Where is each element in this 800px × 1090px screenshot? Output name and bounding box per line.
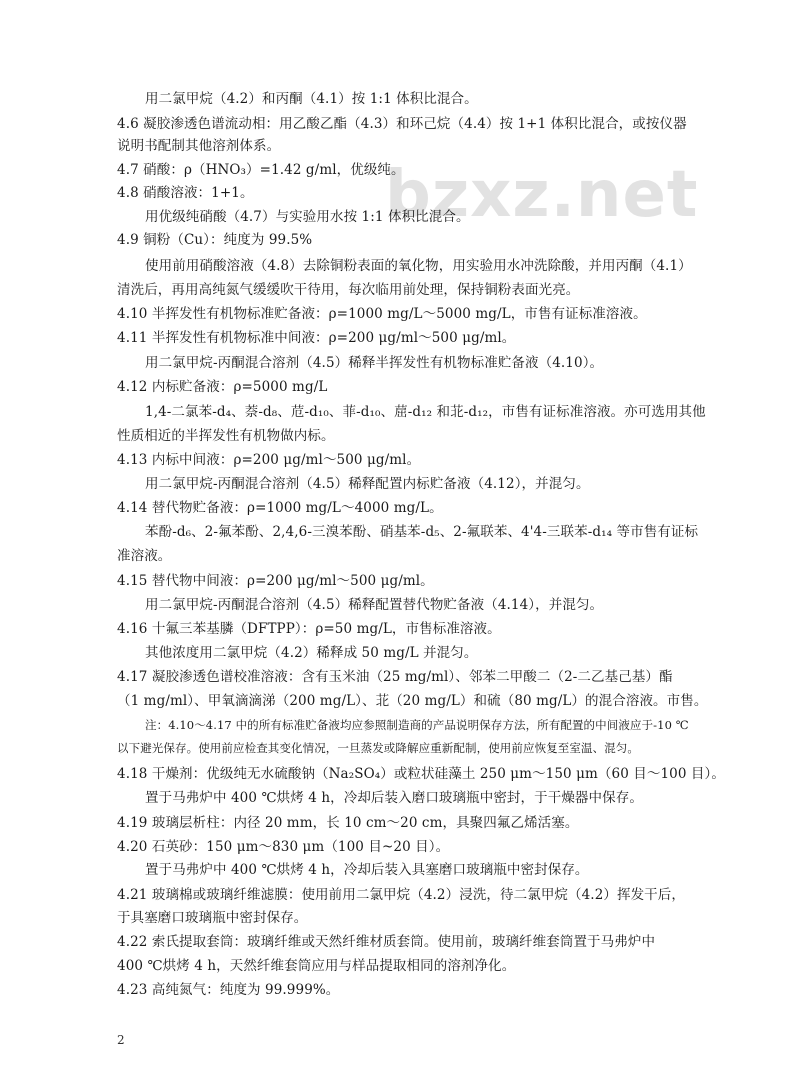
text-line: 4.16 十氟三苯基膦（DFTPP）：ρ=50 mg/L，市售标准溶液。 [117, 621, 501, 637]
text-line: 1,4-二氯苯-d₄、萘-d₈、苊-d₁₀、菲-d₁₀、䓛-d₁₂ 和苝-d₁₂，市售有证标准溶液。亦可选用其他 [145, 404, 706, 420]
text-line: 性质相近的半挥发性有机物做内标。 [117, 428, 335, 444]
text-line: 使用前用硝酸溶液（4.8）去除铜粉表面的氧化物，用实验用水冲洗除酸，并用丙酮（4.1） [145, 258, 692, 274]
text-line: 4.9 铜粉（Cu）：纯度为 99.5% [117, 232, 313, 248]
note-line: 以下避光保存。使用前应检查其变化情况，一旦蒸发或降解应重新配制，使用前应恢复至室温、混匀。 [117, 741, 639, 755]
text-line: 清洗后，再用高纯氮气缓缓吹干待用，每次临用前处理，保持铜粉表面光亮。 [117, 282, 580, 298]
text-line: 400 ℃烘烤 4 h，天然纤维套筒应用与样品提取相同的溶剂净化。 [117, 958, 516, 974]
text-line: 用二氯甲烷-丙酮混合溶剂（4.5）稀释配置内标贮备液（4.12），并混匀。 [145, 476, 590, 492]
text-line: 4.21 玻璃棉或玻璃纤维滤膜：使用前用二氯甲烷（4.2）浸洗，待二氯甲烷（4.2）挥发干后， [117, 887, 685, 903]
text-line: 于具塞磨口玻璃瓶中密封保存。 [117, 910, 308, 926]
text-line: 说明书配制其他溶剂体系。 [117, 138, 281, 154]
text-line: 其他浓度用二氯甲烷（4.2）稀释成 50 mg/L 并混匀。 [145, 645, 478, 661]
text-line: 4.13 内标中间液：ρ=200 μg/ml～500 μg/ml。 [117, 452, 421, 468]
text-line: 4.7 硝酸：ρ（HNO₃）=1.42 g/ml，优级纯。 [117, 162, 405, 178]
text-line: 4.11 半挥发性有机物标准中间液：ρ=200 μg/ml～500 μg/ml。 [117, 330, 516, 346]
text-line: 4.22 索氏提取套筒：玻璃纤维或天然纤维材质套筒。使用前，玻璃纤维套筒置于马弗炉中 [117, 934, 656, 950]
page-number: 2 [117, 1033, 125, 1047]
text-line: 用二氯甲烷-丙酮混合溶剂（4.5）稀释半挥发性有机物标准贮备液（4.10）。 [145, 355, 604, 371]
text-line: 置于马弗炉中 400 ℃烘烤 4 h，冷却后装入磨口玻璃瓶中密封，于干燥器中保存。 [145, 790, 643, 806]
text-line: 4.17 凝胶渗透色谱校准溶液：含有玉米油（25 mg/ml）、邻苯二甲酸二（2-二乙基己基）酯 [117, 669, 673, 685]
text-line: 4.18 干燥剂：优级纯无水硫酸钠（Na₂SO₄）或粒状硅藻土 250 μm～150 μm（60 目～100 目）。 [117, 766, 725, 782]
text-line: 用二氯甲烷（4.2）和丙酮（4.1）按 1:1 体积比混合。 [145, 91, 478, 107]
text-line: 4.6 凝胶渗透色谱流动相：用乙酸乙酯（4.3）和环己烷（4.4）按 1+1 体积比混合，或按仪器 [117, 116, 687, 132]
text-line: （1 mg/ml）、甲氧滴滴涕（200 mg/L）、苝（20 mg/L）和硫（80 mg/L）的混合溶液。市售。 [117, 693, 708, 709]
text-line: 4.23 高纯氮气：纯度为 99.999%。 [117, 982, 340, 998]
note-line: 注：4.10～4.17 中的所有标准贮备液均应参照制造商的产品说明保存方法，所有配置的中间液应于-10 ℃ [145, 718, 689, 732]
text-line: 4.10 半挥发性有机物标准贮备液：ρ=1000 mg/L～5000 mg/L，市售有证标准溶液。 [117, 306, 647, 322]
text-line: 4.19 玻璃层析柱：内径 20 mm，长 10 cm～20 cm，具聚四氟乙烯活塞。 [117, 815, 579, 831]
text-line: 准溶液。 [117, 548, 172, 564]
text-line: 4.14 替代物贮备液：ρ=1000 mg/L～4000 mg/L。 [117, 500, 443, 516]
text-line: 4.20 石英砂：150 μm～830 μm（100 目~20 目）。 [117, 839, 450, 855]
text-line: 4.15 替代物中间液：ρ=200 μg/ml～500 μg/ml。 [117, 573, 434, 589]
text-line: 置于马弗炉中 400 ℃烘烤 4 h，冷却后装入具塞磨口玻璃瓶中密封保存。 [145, 862, 589, 878]
watermark: bzxz.net [385, 158, 699, 232]
text-line: 用二氯甲烷-丙酮混合溶剂（4.5）稀释配置替代物贮备液（4.14），并混匀。 [145, 597, 604, 613]
text-line: 苯酚-d₆、2-氟苯酚、2,4,6-三溴苯酚、硝基苯-d₅、2-氟联苯、4'4-三联苯-d₁₄ 等市售有证标 [145, 524, 699, 540]
text-line: 4.12 内标贮备液：ρ=5000 mg/L [117, 379, 328, 395]
text-line: 用优级纯硝酸（4.7）与实验用水按 1:1 体积比混合。 [145, 209, 470, 225]
text-line: 4.8 硝酸溶液：1+1。 [117, 185, 254, 201]
